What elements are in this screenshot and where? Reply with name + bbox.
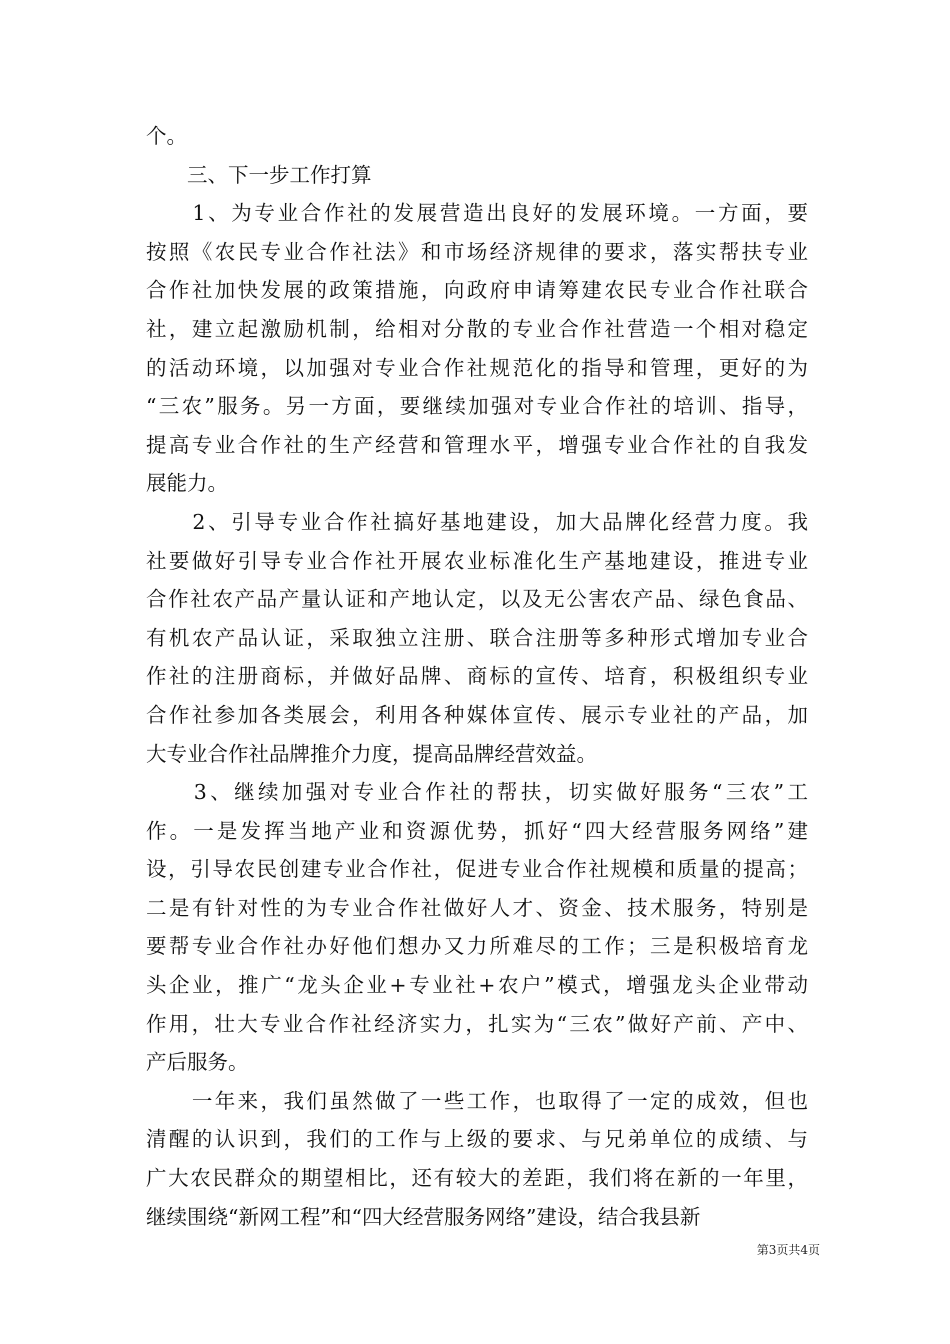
text-line: 继续围绕“新网工程”和“四大经营服务网络”建设，结合我县新 <box>146 1204 701 1229</box>
text-line: 作。一是发挥当地产业和资源优势，抓好“四大经营服务网络”建 <box>146 818 808 843</box>
text-line: 2、引导专业合作社搞好基地建设，加大品牌化经营力度。我 <box>146 509 808 534</box>
text-line: 作用，壮大专业合作社经济实力，扎实为“三农”做好产前、产中、 <box>146 1011 808 1036</box>
text-line: 设，引导农民创建专业合作社，促进专业合作社规模和质量的提高； <box>146 857 808 882</box>
text-line: 产后服务。 <box>146 1050 249 1075</box>
text-line: 合作社加快发展的政策措施，向政府申请筹建农民专业合作社联合 <box>146 278 808 303</box>
text-line: 社，建立起激励机制，给相对分散的专业合作社营造一个相对稳定 <box>146 316 808 341</box>
text-line: 要帮专业合作社办好他们想办又力所难尽的工作；三是积极培育龙 <box>146 934 808 959</box>
text-line: 个。 <box>146 124 187 148</box>
text-line: 二是有针对性的为专业合作社做好人才、资金、技术服务，特别是 <box>146 895 808 920</box>
text-line: 清醒的认识到，我们的工作与上级的要求、与兄弟单位的成绩、与 <box>146 1127 808 1152</box>
text-line: 一年来，我们虽然做了一些工作，也取得了一定的成效，但也 <box>146 1088 808 1113</box>
body-text <box>146 117 808 1236</box>
text-line: 大专业合作社品牌推介力度，提高品牌经营效益。 <box>146 741 597 766</box>
text-line: 作社的注册商标，并做好品牌、商标的宣传、培育，积极组织专业 <box>146 664 808 689</box>
text-line: “三农”服务。另一方面，要继续加强对专业合作社的培训、指导， <box>146 394 808 419</box>
text-line: 合作社参加各类展会，利用各种媒体宣传、展示专业社的产品，加 <box>146 702 808 727</box>
text-line: 三、下一步工作打算 <box>146 162 372 187</box>
text-line: 1、为专业合作社的发展营造出良好的发展环境。一方面，要 <box>146 201 808 226</box>
text-line: 头企业，推广“龙头企业+专业社+农户”模式，增强龙头企业带动 <box>146 973 808 998</box>
text-line: 按照《农民专业合作社法》和市场经济规律的要求，落实帮扶专业 <box>146 239 808 264</box>
text-line: 展能力。 <box>146 471 228 496</box>
text-line: 3、继续加强对专业合作社的帮扶，切实做好服务“三农”工 <box>146 780 808 805</box>
text-line: 社要做好引导专业合作社开展农业标准化生产基地建设，推进专业 <box>146 548 808 573</box>
text-line: 广大农民群众的期望相比，还有较大的差距，我们将在新的一年里， <box>146 1166 808 1191</box>
page-number: 第3页共4页 <box>756 1243 820 1257</box>
text-line: 合作社农产品产量认证和产地认定，以及无公害农产品、绿色食品、 <box>146 587 808 612</box>
text-line: 的活动环境，以加强对专业合作社规范化的指导和管理，更好的为 <box>146 355 808 380</box>
text-line: 提高专业合作社的生产经营和管理水平，增强专业合作社的自我发 <box>146 432 808 457</box>
text-line: 有机农产品认证，采取独立注册、联合注册等多种形式增加专业合 <box>146 625 808 650</box>
